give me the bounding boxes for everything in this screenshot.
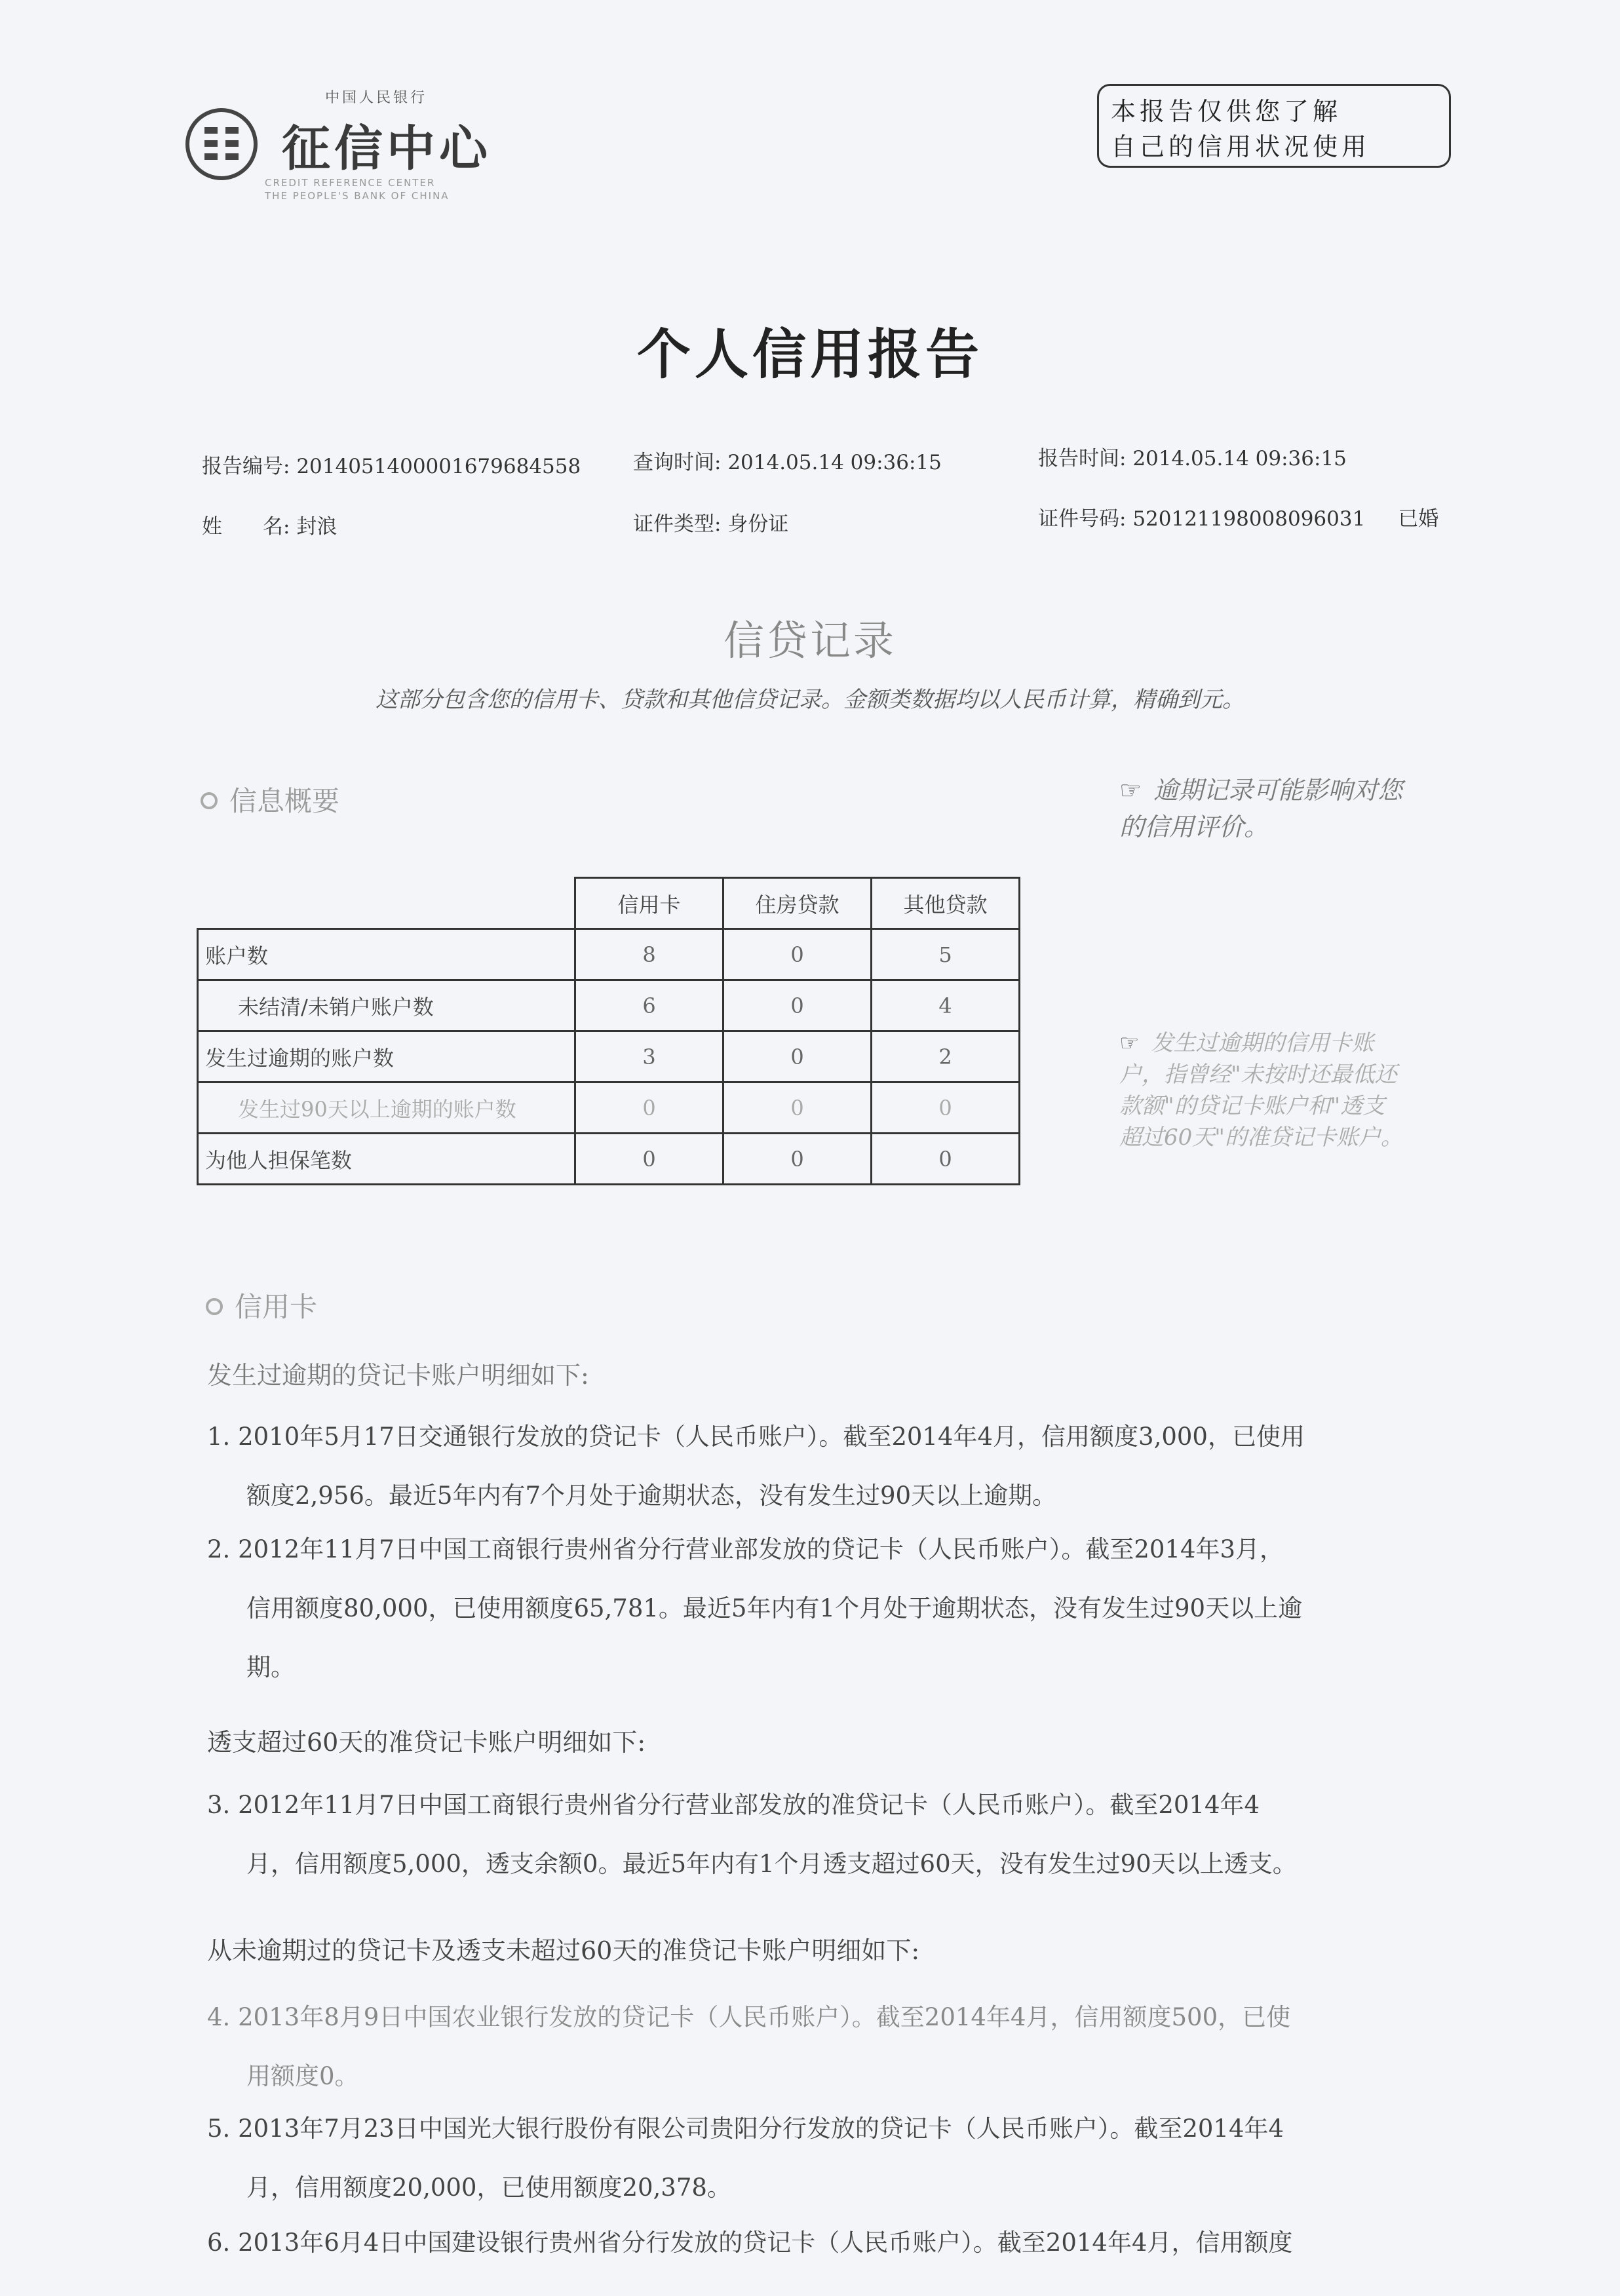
item3-line2: 月，信用额度5,000，透支余额0。最近5年内有1个月透支超过60天，没有发生过90天以上透支。: [246, 1850, 1297, 1878]
cell-value: 0: [723, 1134, 872, 1185]
group3-title: 从未逾期过的贷记卡及透支未超过60天的准贷记卡账户明细如下:: [207, 1936, 920, 1965]
id-number-label: 证件号码:: [1038, 507, 1127, 531]
notice-line1: 本报告仅供您了解: [1111, 97, 1342, 126]
logo-main-text: 征信中心: [282, 121, 492, 177]
table-row: [198, 1082, 1020, 1134]
table-row: [198, 1031, 1020, 1082]
row-label: 未结清/未销户账户数: [198, 980, 575, 1031]
bullet-circle-icon: [201, 792, 218, 809]
cell-value: 8: [575, 929, 723, 980]
cell-value: 2: [872, 1031, 1020, 1082]
id-type-label: 证件类型:: [633, 512, 722, 536]
hint2-line3: 款额"的贷记卡账户和"透支: [1119, 1093, 1385, 1119]
logo-english-line2: THE PEOPLE'S BANK OF CHINA: [265, 190, 450, 202]
table-row: [198, 1134, 1020, 1185]
row-label: 为他人担保笔数: [198, 1134, 575, 1185]
cell-value: 0: [575, 1082, 723, 1134]
cell-value: 3: [575, 1031, 723, 1082]
cell-value: 6: [575, 980, 723, 1031]
item5-line2: 月，信用额度20,000，已使用额度20,378。: [246, 2173, 731, 2202]
row-label: 发生过90天以上逾期的账户数: [198, 1082, 575, 1134]
name-label: 姓 名:: [202, 515, 290, 539]
report-number: [202, 450, 581, 479]
overdue-hint: [1119, 772, 1486, 845]
item1-line2: 额度2,956。最近5年内有7个月处于逾期状态，没有发生过90天以上逾期。: [246, 1482, 1057, 1510]
section-heading: 信贷记录: [723, 617, 897, 664]
table-row: [198, 929, 1020, 980]
item4-line1: 4. 2013年8月9日中国农业银行发放的贷记卡（人民币账户）。截至2014年4月，信用额度500，已使: [207, 2003, 1291, 2031]
id-type: [633, 507, 788, 537]
hint2-line2: 户，指曾经"未按时还最低还: [1119, 1062, 1397, 1088]
id-type-value: 身份证: [727, 512, 789, 536]
row-label: 发生过逾期的账户数: [198, 1031, 575, 1082]
item2-line1: 2. 2012年11月7日中国工商银行贵州省分行营业部发放的贷记卡（人民币账户）。截至2014年3月，: [207, 1535, 1284, 1563]
table-header-row: [198, 878, 1020, 929]
notice-line2: 自己的信用状况使用: [1111, 132, 1371, 161]
query-time: [633, 446, 942, 475]
report-number-label: 报告编号:: [202, 455, 290, 478]
hint1-line2: 的信用评价。: [1119, 813, 1269, 841]
cell-value: 0: [575, 1134, 723, 1185]
cell-value: 0: [872, 1082, 1020, 1134]
id-number: [1038, 502, 1438, 531]
person-name: [202, 510, 337, 539]
row-label: 账户数: [198, 929, 575, 980]
report-title: 个人信用报告: [636, 324, 983, 386]
name-value: 封浪: [296, 515, 338, 539]
overview-table: [197, 877, 1020, 1185]
item2-line3: 期。: [246, 1653, 295, 1681]
hint1-line1: 逾期记录可能影响对您: [1153, 776, 1403, 805]
cell-value: 0: [872, 1134, 1020, 1185]
item2-line2: 信用额度80,000，已使用额度65,781。最近5年内有1个月处于逾期状态，没有发生过90天以上逾: [246, 1594, 1303, 1622]
hint2-line1: 发生过逾期的信用卡账: [1151, 1030, 1374, 1056]
cell-value: 0: [723, 1031, 872, 1082]
item4-line2: 用额度0。: [246, 2062, 359, 2090]
cell-value: 4: [872, 980, 1020, 1031]
usage-notice-stamp: [1097, 84, 1451, 168]
overview-heading: [201, 780, 339, 819]
cell-value: 5: [872, 929, 1020, 980]
pointing-hand-icon: ☞: [1119, 1030, 1140, 1056]
logo-english-line1: CREDIT REFERENCE CENTER: [265, 177, 436, 189]
group2-title: 透支超过60天的准贷记卡账户明细如下:: [207, 1728, 646, 1757]
report-number-value: 2014051400001679684558: [296, 455, 581, 478]
overdue-definition-hint: [1119, 1027, 1486, 1153]
list-item: [207, 1520, 1452, 1697]
col-header-credit-card: 信用卡: [575, 878, 723, 929]
item1-line1: 1. 2010年5月17日交通银行发放的贷记卡（人民币账户）。截至2014年4月，信用额度3,000，已使用: [207, 1423, 1305, 1451]
item5-line1: 5. 2013年7月23日中国光大银行股份有限公司贵阳分行发放的贷记卡（人民币账户）。截至2014年4: [207, 2114, 1284, 2143]
id-number-value: 520121198008096031: [1132, 507, 1366, 531]
table-row: [198, 980, 1020, 1031]
logo-top-text: 中国人民银行: [325, 90, 428, 106]
overview-heading-label: 信息概要: [229, 785, 340, 817]
item6-line1: 6. 2013年6月4日中国建设银行贵州省分行发放的贷记卡（人民币账户）。截至2014年4月，信用额度: [207, 2229, 1293, 2257]
report-time-label: 报告时间:: [1038, 447, 1127, 470]
list-item: [207, 2099, 1452, 2217]
credit-card-heading: [206, 1286, 317, 1325]
cell-value: 0: [723, 1082, 872, 1134]
cell-value: 0: [723, 929, 872, 980]
report-time: [1038, 442, 1347, 471]
col-header-housing-loan: 住房贷款: [723, 878, 872, 929]
pointing-hand-icon: ☞: [1119, 776, 1142, 805]
section-description: 这部分包含您的信用卡、贷款和其他信贷记录。金额类数据均以人民币计算，精确到元。: [376, 687, 1244, 713]
cell-value: 0: [723, 980, 872, 1031]
col-header-other-loan: 其他贷款: [872, 878, 1020, 929]
group1-title: 发生过逾期的贷记卡账户明细如下:: [207, 1361, 589, 1390]
marital-status: 已婚: [1398, 507, 1439, 531]
credit-center-logo-icon: [185, 107, 258, 181]
report-time-value: 2014.05.14 09:36:15: [1132, 447, 1347, 470]
list-item: [207, 2213, 1452, 2272]
list-item: [207, 1407, 1452, 1525]
list-item: [207, 1988, 1452, 2106]
bullet-circle-icon: [206, 1298, 223, 1315]
query-time-label: 查询时间:: [633, 451, 722, 474]
hint2-line4: 超过60天"的准贷记卡账户。: [1119, 1124, 1403, 1151]
query-time-value: 2014.05.14 09:36:15: [727, 451, 942, 474]
item3-line1: 3. 2012年11月7日中国工商银行贵州省分行营业部发放的准贷记卡（人民币账户）。截至2014年4: [207, 1791, 1260, 1819]
credit-card-heading-label: 信用卡: [235, 1291, 318, 1323]
list-item: [207, 1776, 1452, 1894]
